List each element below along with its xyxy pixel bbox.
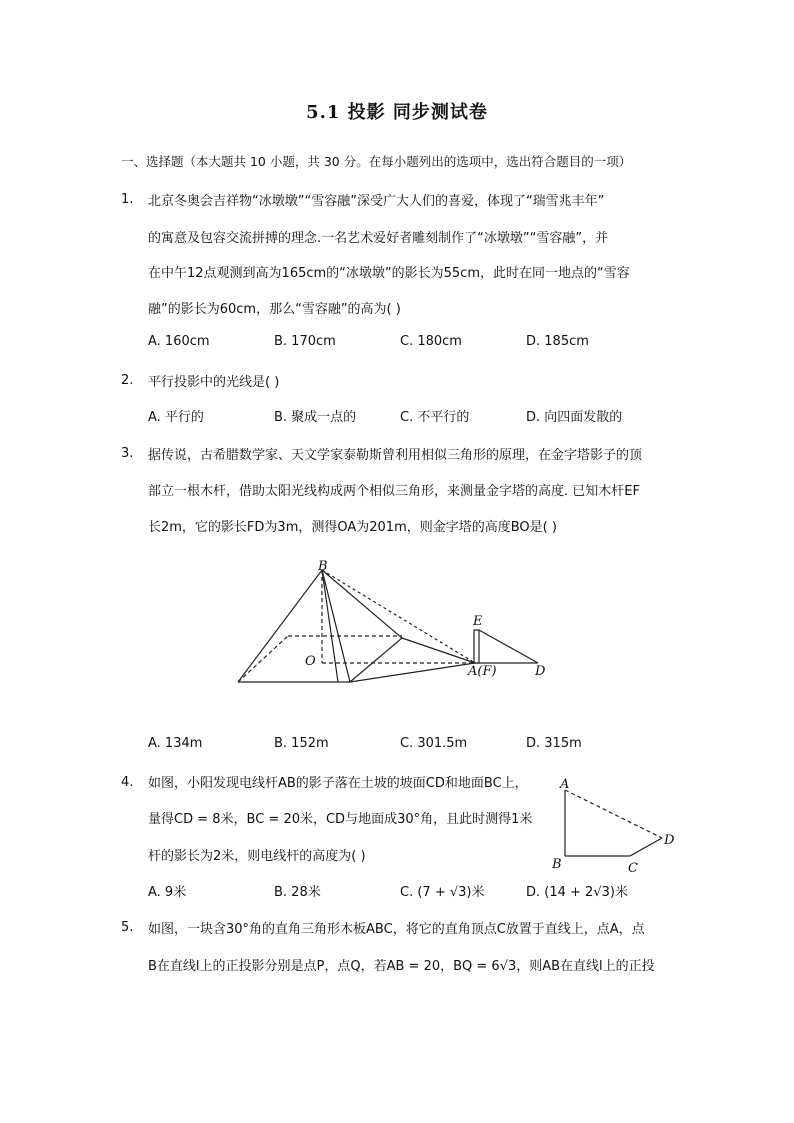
question-1-line: 的寓意及包容交流拼搏的理念.一名艺术爱好者雕刻制作了“冰墩墩”“雪容融”，并 bbox=[148, 231, 609, 246]
question-5-line: 如图，一块含30°角的直角三角形木板ABC，将它的直角顶点C放置于直线上，点A，点 bbox=[148, 922, 645, 937]
question-4-option-a[interactable]: A. 9米 bbox=[148, 885, 187, 900]
figure-label-b: B bbox=[318, 559, 328, 574]
question-4-number: 4. bbox=[121, 775, 134, 790]
figure-label-o: O bbox=[305, 654, 316, 669]
question-5-number: 5. bbox=[121, 920, 134, 935]
question-4-line: 量得CD = 8米，BC = 20米，CD与地面成30°角，且此时测得1米 bbox=[148, 812, 533, 827]
question-4-option-c[interactable]: C. (7 + √3)米 bbox=[400, 885, 485, 900]
question-1-line: 在中午12点观测到高为165cm的“冰墩墩”的影长为55cm，此时在同一地点的“雪容 bbox=[148, 266, 630, 281]
section-heading: 一、选择题（本大题共 10 小题，共 30 分。在每小题列出的选项中，选出符合题目的一项） bbox=[121, 154, 632, 169]
question-3-line: 长2m，它的影长FD为3m，测得OA为201m，则金字塔的高度BO是( ) bbox=[148, 520, 557, 535]
question-1-option-d[interactable]: D. 185cm bbox=[526, 334, 589, 349]
pole-figure bbox=[550, 776, 680, 874]
question-1-option-a[interactable]: A. 160cm bbox=[148, 334, 210, 349]
figure-label-b: B bbox=[552, 857, 562, 872]
question-5-line: B在直线l上的正投影分别是点P，点Q，若AB = 20，BQ = 6√3，则AB在直线l上的正投 bbox=[148, 959, 655, 974]
question-4-option-d[interactable]: D. (14 + 2√3)米 bbox=[526, 885, 628, 900]
question-4-line: 如图，小阳发现电线杆AB的影子落在土坡的坡面CD和地面BC上， bbox=[148, 776, 528, 791]
question-3-number: 3. bbox=[121, 446, 134, 461]
question-1-line: 融”的影长为60cm，那么“雪容融”的高为( ) bbox=[148, 302, 401, 317]
question-2-option-d[interactable]: D. 向四面发散的 bbox=[526, 410, 623, 425]
question-4-option-b[interactable]: B. 28米 bbox=[274, 885, 321, 900]
question-1-line: 北京冬奥会吉祥物“冰墩墩”“雪容融”深受广大人们的喜爱，体现了“瑞雪兆丰年” bbox=[148, 194, 605, 209]
figure-label-d: D bbox=[535, 664, 546, 679]
question-3-option-b[interactable]: B. 152m bbox=[274, 736, 329, 751]
question-3-option-d[interactable]: D. 315m bbox=[526, 736, 582, 751]
question-4-line: 杆的影长为2米，则电线杆的高度为( ) bbox=[148, 849, 366, 864]
question-3-line: 据传说，古希腊数学家、天文学家泰勒斯曾利用相似三角形的原理，在金字塔影子的顶 bbox=[148, 448, 643, 463]
figure-label-d: D bbox=[664, 833, 675, 848]
question-1-number: 1. bbox=[121, 192, 134, 207]
question-2-option-a[interactable]: A. 平行的 bbox=[148, 410, 204, 425]
question-3-line: 部立一根木杆，借助太阳光线构成两个相似三角形，来测量金字塔的高度. 已知木杆EF bbox=[148, 484, 640, 499]
question-2-number: 2. bbox=[121, 373, 134, 388]
question-3-option-a[interactable]: A. 134m bbox=[148, 736, 203, 751]
question-2-line: 平行投影中的光线是( ) bbox=[148, 375, 280, 390]
figure-label-e: E bbox=[473, 614, 483, 629]
figure-label-a: A bbox=[560, 777, 570, 792]
question-3-option-c[interactable]: C. 301.5m bbox=[400, 736, 468, 751]
question-1-option-b[interactable]: B. 170cm bbox=[274, 334, 336, 349]
pyramid-figure bbox=[230, 558, 560, 688]
question-2-option-b[interactable]: B. 聚成一点的 bbox=[274, 410, 357, 425]
question-1-option-c[interactable]: C. 180cm bbox=[400, 334, 462, 349]
page-title: 5.1 投影 同步测试卷 bbox=[306, 102, 488, 123]
question-2-option-c[interactable]: C. 不平行的 bbox=[400, 410, 470, 425]
figure-label-af: A(F) bbox=[468, 664, 497, 679]
figure-label-c: C bbox=[628, 861, 638, 874]
